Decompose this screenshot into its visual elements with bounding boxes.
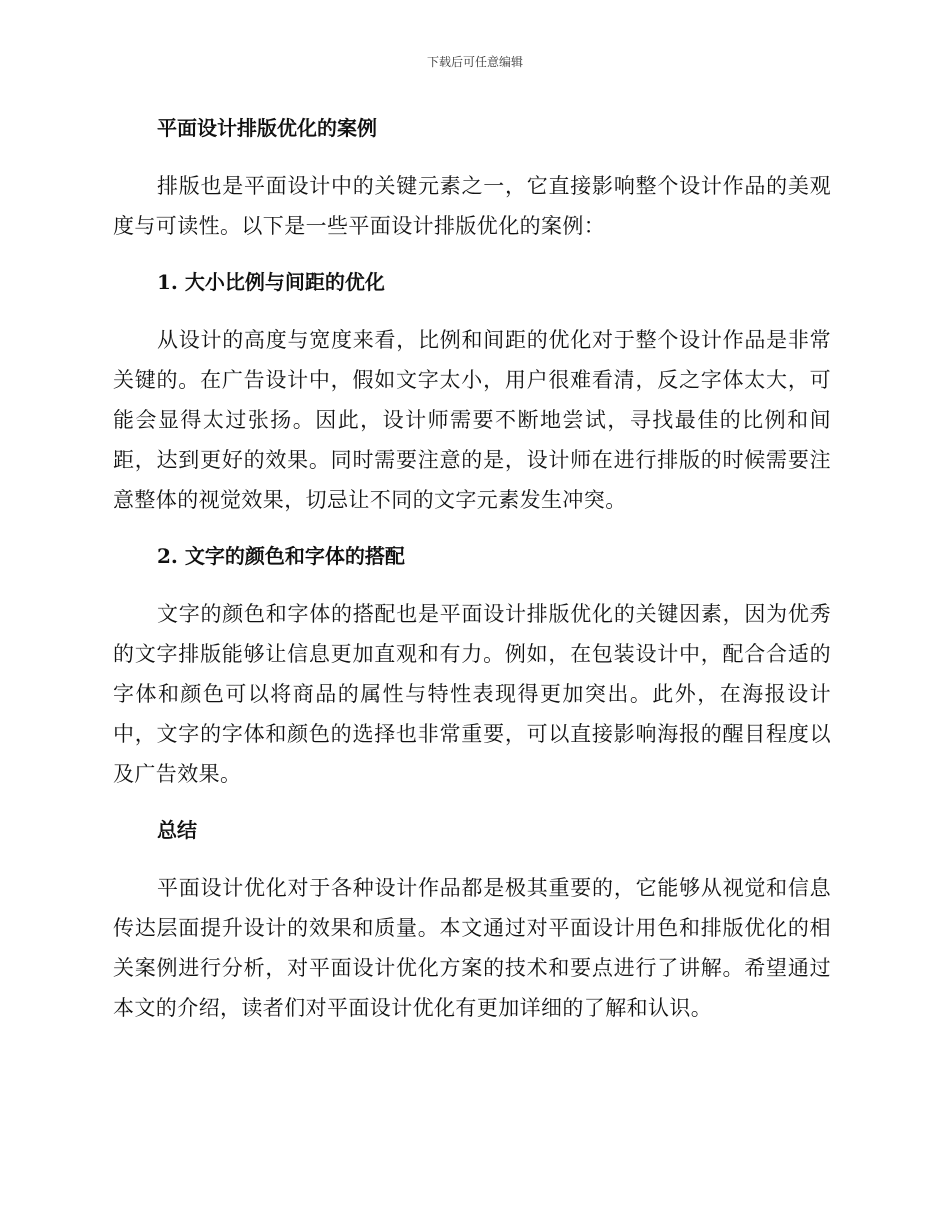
section-paragraph-case: 排版也是平面设计中的关键元素之一，它直接影响整个设计作品的美观度与可读性。以下是一些平面设计排版优化的案例： xyxy=(113,174,831,238)
section-heading-size-spacing: 1. 大小比例与间距的优化 xyxy=(157,270,385,294)
page-header: 下载后可任意编辑 xyxy=(426,55,523,69)
section-paragraph-size-spacing: 从设计的高度与宽度来看，比例和间距的优化对于整个设计作品是非常关键的。在广告设计中，假如文字太小，用户很难看清，反之字体太大，可能会显得太过张扬。因此，设计师需要不断地尝试，寻找最佳的比例和间距，达到更好的效果。同时需要注意的是，设计师在进行排版的时候需要注意整体的视觉效果，切忌让不同的文字元素发生冲突。 xyxy=(113,328,831,512)
section-heading-case: 平面设计排版优化的案例 xyxy=(157,116,377,140)
section-paragraph-summary: 平面设计优化对于各种设计作品都是极其重要的，它能够从视觉和信息传达层面提升设计的效果和质量。本文通过对平面设计用色和排版优化的相关案例进行分析，对平面设计优化方案的技术和要点进行了讲解。希望通过本文的介绍，读者们对平面设计优化有更加详细的了解和认识。 xyxy=(113,876,831,1020)
document-body xyxy=(113,112,831,1048)
section-heading-summary: 总结 xyxy=(157,818,197,842)
section-heading-color-font: 2. 文字的颜色和字体的搭配 xyxy=(157,544,405,568)
section-paragraph-color-font: 文字的颜色和字体的搭配也是平面设计排版优化的关键因素，因为优秀的文字排版能够让信息更加直观和有力。例如，在包装设计中，配合合适的字体和颜色可以将商品的属性与特性表现得更加突出。此外，在海报设计中，文字的字体和颜色的选择也非常重要，可以直接影响海报的醒目程度以及广告效果。 xyxy=(113,602,831,786)
